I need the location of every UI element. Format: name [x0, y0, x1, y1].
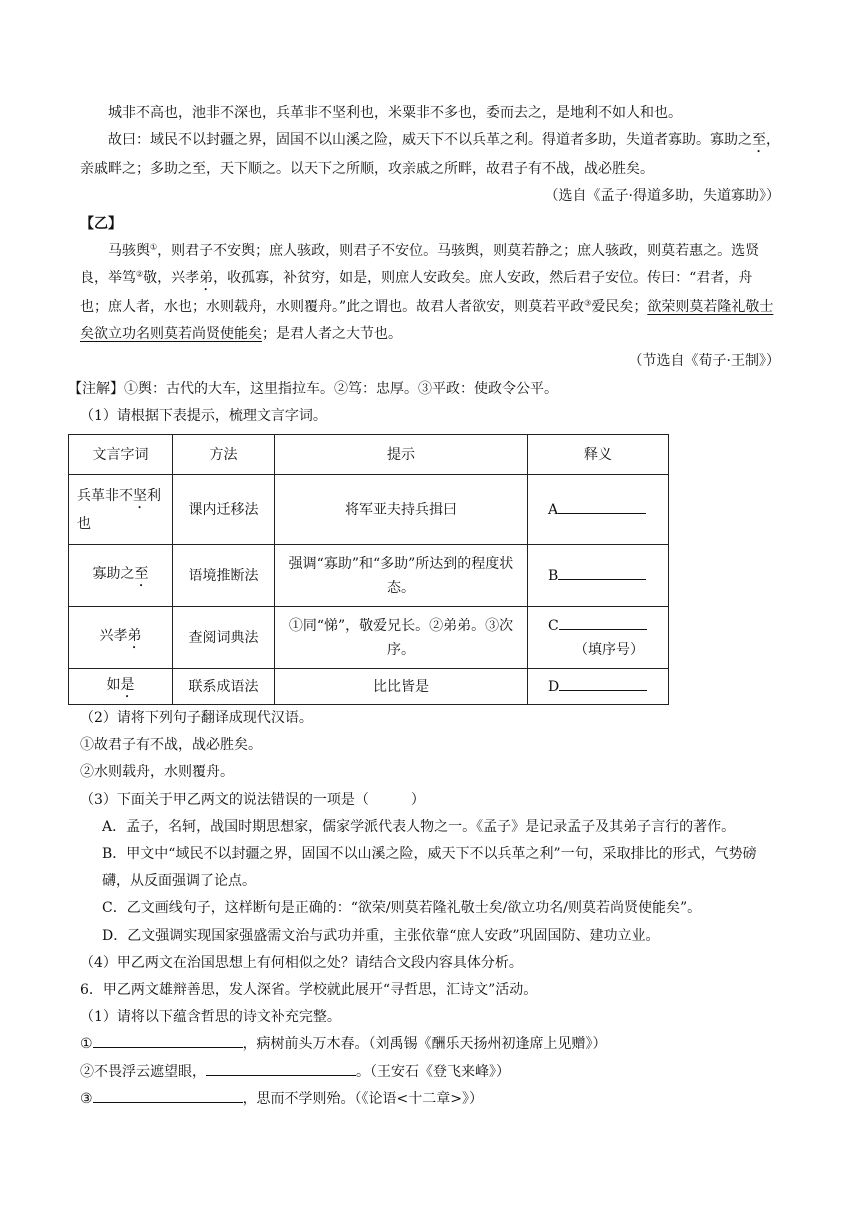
emphasis-char: 弟 [127, 627, 142, 644]
note-ref: ① [150, 242, 158, 252]
table-header-cell: 文言字词 [69, 435, 173, 475]
answer-cell: B [528, 545, 669, 607]
method-cell: 课内迁移法 [173, 475, 275, 545]
table-header-cell: 提示 [275, 435, 528, 475]
option-c: C．乙文画线句子，这样断句是正确的：“欲荣/则莫若隆礼敬士矣/欲立功名/则莫若尚贤使能矣”。 [102, 900, 702, 917]
document-page [68, 100, 780, 1113]
answer-note: （填序号） [574, 642, 644, 659]
word-cell: 兴孝弟 [69, 607, 173, 669]
answer-cell: A [528, 475, 669, 545]
note-ref: ② [136, 269, 144, 279]
yi-source: （节选自《荀子·王制》） [628, 353, 780, 370]
question-3-prompt: （3）下面关于甲乙两文的说法错误的一项是（ ） [80, 791, 425, 808]
answer-blank[interactable] [559, 674, 647, 691]
poem-line-1: ① ，病树前头万木春。（刘禹锡《酬乐天扬州初逢席上见赠》） [80, 1031, 780, 1058]
answer-blank[interactable] [559, 613, 647, 630]
hint-cell: 将军亚夫持兵揖曰 [275, 475, 528, 545]
jia-source: （选自《孟子·得道多助，失道寡助》） [544, 188, 780, 205]
word-cell: 寡助之至 [69, 545, 173, 607]
table-header-cell: 方法 [173, 435, 275, 475]
emphasis-char: 至 [752, 132, 766, 149]
option-d: D．乙文强调实现国家强盛需文治与武功并重，主张依靠“庶人安政”巩固国防、建功立业。 [102, 927, 660, 944]
table-header-cell: 释义 [528, 435, 669, 475]
word-cell: 如是 [69, 669, 173, 705]
note-ref: ③ [584, 298, 592, 308]
translate-item: ②水则载舟，水则覆舟。 [80, 764, 234, 781]
answer-blank[interactable] [558, 497, 646, 514]
emphasis-char: 是 [120, 676, 135, 693]
fill-blank[interactable] [93, 1086, 243, 1103]
jia-paragraph-2: 故曰：域民不以封疆之界，固国不以山溪之险，威天下不以兵革之利。得道者多助，失道者寡助。寡助之至，亲戚畔之；多助之至，天下顺之。以天下之所顺，攻亲戚之所畔，故君子有不战，战必胜矣。 [80, 132, 780, 178]
method-cell: 语境推断法 [173, 545, 275, 607]
hint-cell: 强调“寡助”和“多助”所达到的程度状态。 [275, 545, 528, 607]
question-6-title: 6．甲乙两文雄辩善思，发人深省。学校就此展开“寻哲思，汇诗文”活动。 [80, 982, 538, 999]
question-2-prompt: （2）请将下列句子翻译成现代汉语。 [80, 710, 313, 727]
option-a: A．孟子，名轲，战国时期思想家，儒家学派代表人物之一。《孟子》是记录孟子及其弟子言行的著作。 [102, 818, 736, 835]
answer-blank[interactable] [558, 563, 646, 580]
jia-paragraph-1: 城非不高也，池非不深也，兵革非不坚利也，米粟非不多也，委而去之，是地利不如人和也。 [108, 105, 682, 121]
hint-cell: 比比皆是 [275, 669, 528, 705]
answer-cell: D [528, 669, 669, 705]
table-row [69, 475, 669, 545]
poem-line-3: ③ ，思而不学则殆。（《论语<十二章>》） [80, 1086, 780, 1113]
table-header-row [69, 435, 669, 475]
question-6-1-prompt: （1）请将以下蕴含哲思的诗文补充完整。 [80, 1009, 341, 1026]
table-row [69, 545, 669, 607]
emphasis-char: 至 [134, 565, 149, 582]
option-b: B．甲文中“域民不以封疆之界，固国不以山溪之险，威天下不以兵革之利”一句，采取排比的形式，气势磅礴，从反面强调了论点。 [102, 846, 757, 890]
answer-cell: C （填序号） [528, 607, 669, 669]
yi-paragraph: 马骇舆①，则君子不安舆；庶人骇政，则君子不安位。马骇舆，则莫若静之；庶人骇政，则莫若惠之。选贤良，举笃②敬，兴孝弟，收孤寡，补贫穷，如是，则庶人安政矣。庶人安政，然后君子安位。传曰：“君者，舟也；庶人者，水也；水则载舟，水则覆舟。”此之谓也。故君人者欲安，则莫若平政③爱民矣；欲荣则莫若隆礼敬士矣欲立功名则莫若尚贤使能矣；是君人者之大节也。 [80, 242, 774, 343]
question-1-prompt: （1）请根据下表提示，梳理文言字词。 [80, 407, 327, 424]
fill-blank[interactable] [206, 1059, 356, 1076]
emphasis-char: 弟 [199, 270, 214, 287]
emphasis-char: 坚 [133, 487, 147, 504]
vocab-table [68, 434, 669, 705]
poem-line-2: ②不畏浮云遮望眼， 。（王安石《登飞来峰》） [80, 1059, 780, 1086]
translate-item: ①故君子有不战，战必胜矣。 [80, 737, 262, 754]
hint-cell: ①同“悌”，敬爱兄长。②弟弟。③次序。 [275, 607, 528, 669]
notes: 【注解】①舆：古代的大车，这里指拉车。②笃：忠厚。③平政：使政令公平。 [68, 380, 558, 397]
method-cell: 查阅词典法 [173, 607, 275, 669]
yi-heading: 【乙】 [80, 215, 122, 232]
word-cell: 兵革非不坚利也 [69, 475, 173, 545]
underlined-sentence: 欲荣则莫若隆礼敬士矣欲立功名则莫若尚贤使能矣 [80, 299, 774, 343]
fill-blank[interactable] [93, 1031, 243, 1048]
table-row [69, 669, 669, 705]
table-row [69, 607, 669, 669]
method-cell: 联系成语法 [173, 669, 275, 705]
question-4-prompt: （4）甲乙两文在治国思想上有何相似之处？请结合文段内容具体分析。 [80, 954, 523, 971]
